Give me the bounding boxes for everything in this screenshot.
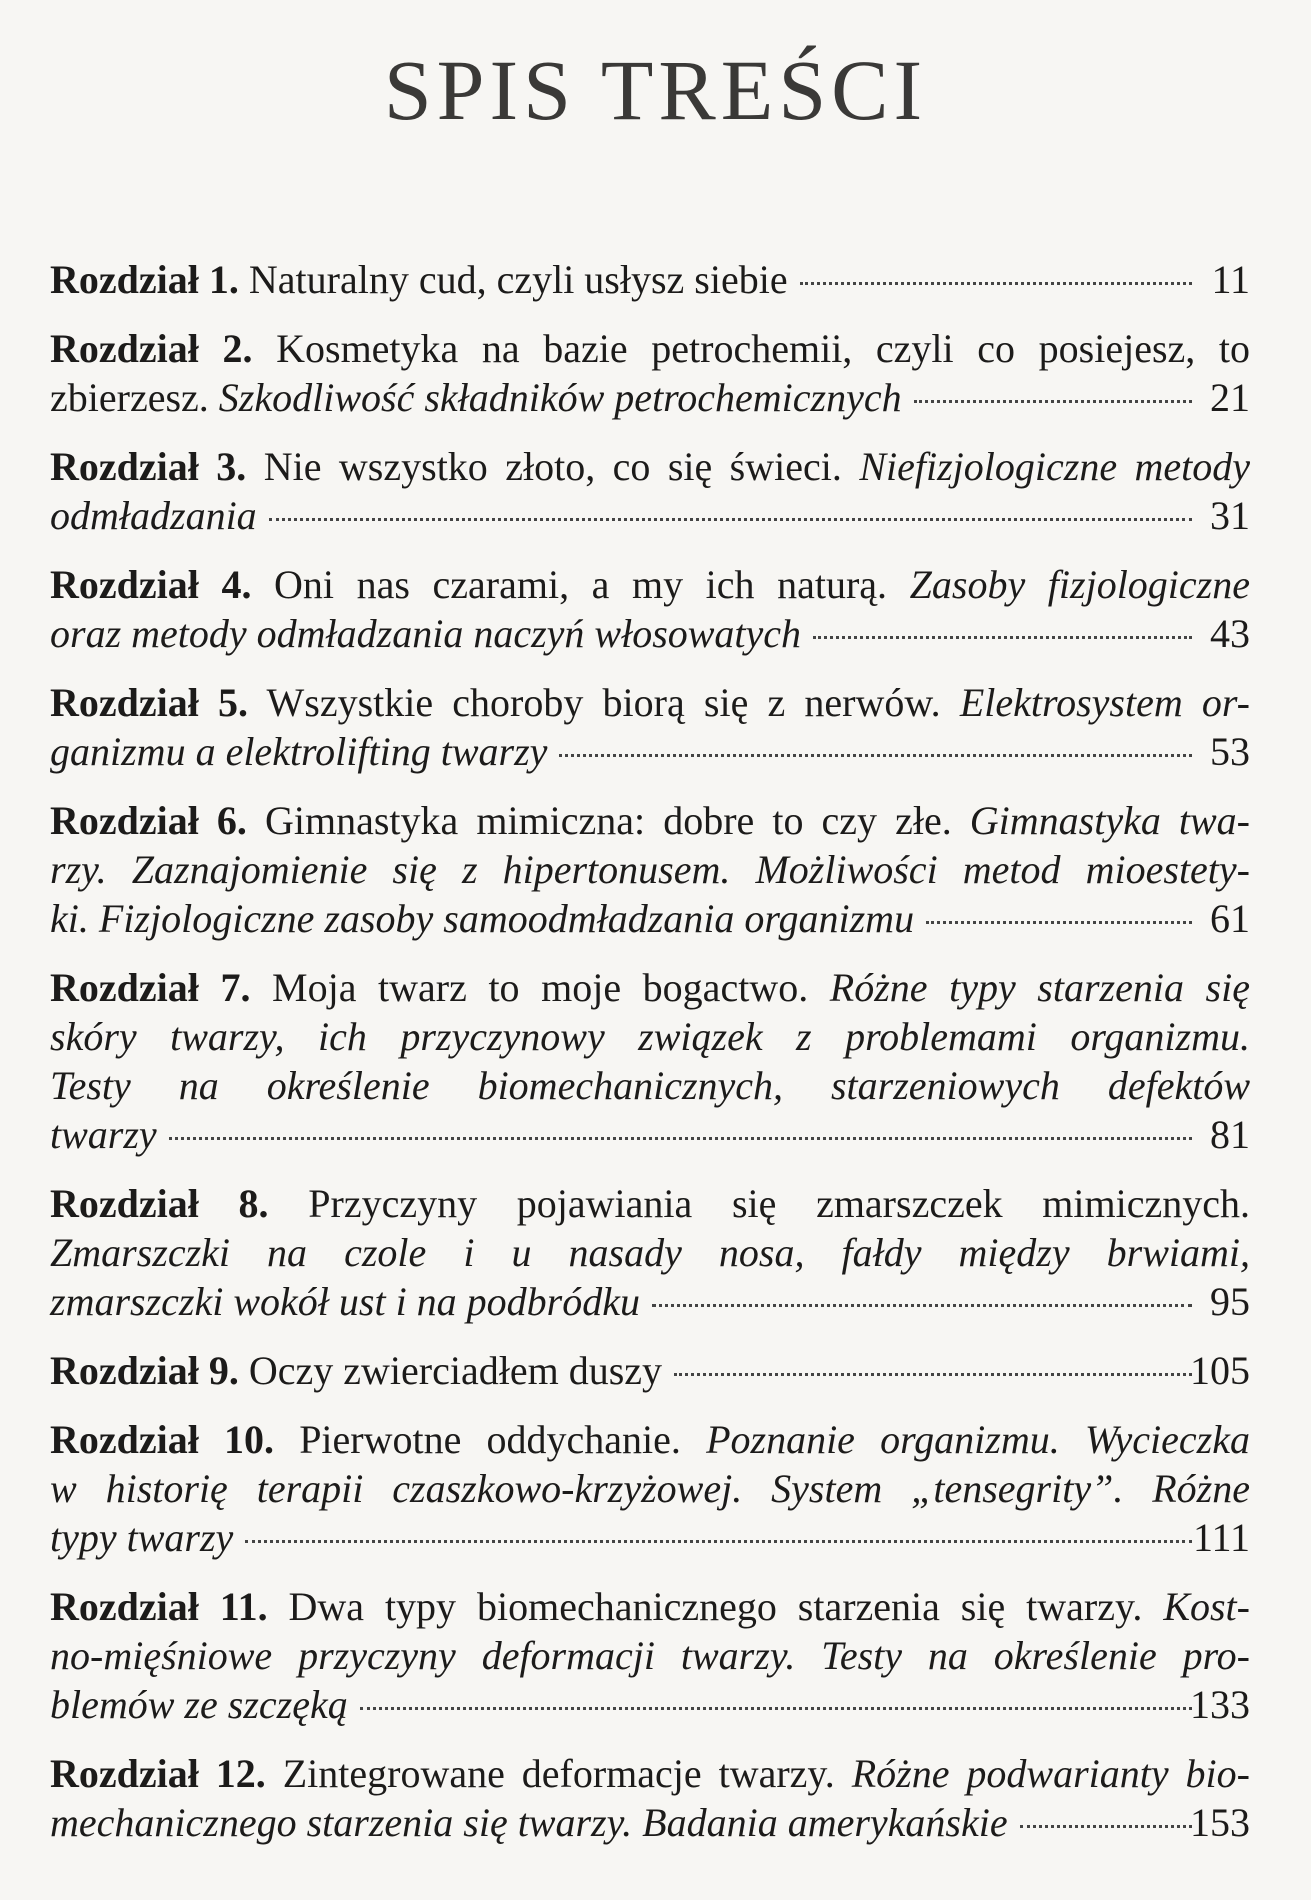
chapter-title: Gimnastyka mimiczna: dobre to czy złe.: [264, 798, 952, 843]
toc-entry-9: [50, 1346, 1250, 1395]
chapter-subtitle: Niefizjologiczne metody: [859, 444, 1251, 489]
dot-leader: [914, 400, 1192, 403]
page-number: 31: [1210, 493, 1250, 538]
chapter-subtitle-cont: zmarszczki wokół ust i na podbródku: [50, 1279, 640, 1324]
chapter-title: Moja twarz to moje bogactwo.: [272, 965, 809, 1010]
toc-entry-5: [50, 678, 1250, 776]
chapter-label: Rozdział 1.: [50, 257, 239, 302]
chapter-label: Rozdział 7.: [50, 965, 251, 1010]
dot-leader: [559, 754, 1192, 757]
toc-entry-6: [50, 796, 1250, 943]
toc-entry-4: [50, 560, 1250, 658]
chapter-subtitle: Różne podwarianty bio-: [851, 1751, 1250, 1796]
chapter-title: Kosmetyka na bazie petrochemii, czyli co posiejesz, to: [276, 326, 1250, 371]
chapter-subtitle-cont: oraz metody odmładzania naczyń włosowatych: [50, 611, 802, 656]
toc-entry-12: [50, 1749, 1250, 1847]
chapter-subtitle: Poznanie organizmu. Wycieczka: [706, 1417, 1250, 1462]
chapter-subtitle-cont: mechanicznego starzenia się twarzy. Badania amerykańskie: [50, 1800, 1008, 1845]
page-number: 105: [1190, 1348, 1250, 1393]
table-of-contents: [50, 255, 1250, 1867]
chapter-title-cont: zbierzesz.: [50, 375, 209, 420]
chapter-subtitle-cont: no-mięśniowe przyczyny deformacji twarzy. Testy na określenie pro-: [50, 1633, 1250, 1678]
page-number: 11: [1211, 257, 1250, 302]
chapter-subtitle-cont: Testy na określenie biomechanicznych, starzeniowych defektów: [50, 1063, 1250, 1108]
chapter-title: Oczy zwierciadłem duszy: [248, 1348, 663, 1393]
page-number: 43: [1210, 611, 1250, 656]
toc-entry-8: [50, 1179, 1250, 1326]
dot-leader: [269, 518, 1192, 521]
page-number: 53: [1210, 729, 1250, 774]
dot-leader: [1020, 1825, 1192, 1828]
chapter-label: Rozdział 10.: [50, 1417, 275, 1462]
chapter-subtitle: Elektrosystem or-: [959, 680, 1250, 725]
page-number: 111: [1192, 1515, 1250, 1560]
chapter-label: Rozdział 9.: [50, 1348, 239, 1393]
toc-entry-10: [50, 1415, 1250, 1562]
chapter-label: Rozdział 12.: [50, 1751, 266, 1796]
chapter-title: Zintegrowane deformacje twarzy.: [282, 1751, 835, 1796]
chapter-subtitle-cont: rzy. Zaznajomienie się z hipertonusem. Możliwości metod mioestety-: [50, 847, 1250, 892]
chapter-title: Wszystkie choroby biorą się z nerwów.: [266, 680, 941, 725]
chapter-title: Dwa typy biomechanicznego starzenia się twarzy.: [288, 1584, 1143, 1629]
page-number: 133: [1190, 1682, 1250, 1727]
chapter-label: Rozdział 6.: [50, 798, 247, 843]
page-number: 153: [1190, 1800, 1250, 1845]
chapter-subtitle: Kost-: [1163, 1584, 1250, 1629]
chapter-subtitle-cont: odmładzania: [50, 493, 257, 538]
page-number: 61: [1210, 896, 1250, 941]
dot-leader: [674, 1373, 1192, 1376]
chapter-label: Rozdział 8.: [50, 1181, 269, 1226]
chapter-subtitle: Zasoby fizjologiczne: [909, 562, 1250, 607]
dot-leader: [800, 282, 1192, 285]
chapter-label: Rozdział 4.: [50, 562, 252, 607]
chapter-label: Rozdział 11.: [50, 1584, 268, 1629]
page-number: 95: [1210, 1279, 1250, 1324]
chapter-label: Rozdział 2.: [50, 326, 253, 371]
chapter-subtitle: Zmarszczki na czole i u nasady nosa, fałdy między brwiami,: [50, 1230, 1250, 1275]
chapter-title: Naturalny cud, czyli usłysz siebie: [248, 257, 788, 302]
toc-entry-1: [50, 255, 1250, 304]
chapter-subtitle: Szkodliwość składników petrochemicznych: [218, 375, 902, 420]
chapter-label: Rozdział 5.: [50, 680, 249, 725]
toc-entry-3: [50, 442, 1250, 540]
chapter-title: Nie wszystko złoto, co się świeci.: [263, 444, 842, 489]
chapter-label: Rozdział 3.: [50, 444, 247, 489]
dot-leader: [652, 1304, 1192, 1307]
page-title: SPIS TREŚCI: [383, 42, 928, 138]
chapter-subtitle-cont: ki. Fizjologiczne zasoby samoodmładzania organizmu: [50, 896, 915, 941]
chapter-subtitle-cont: skóry twarzy, ich przyczynowy związek z problemami organizmu.: [50, 1014, 1250, 1059]
chapter-title: Przyczyny pojawiania się zmarszczek mimicznych.: [308, 1181, 1250, 1226]
dot-leader: [360, 1707, 1192, 1710]
dot-leader: [245, 1540, 1192, 1543]
chapter-subtitle-cont: twarzy: [50, 1112, 157, 1157]
chapter-title: Pierwotne oddychanie.: [299, 1417, 681, 1462]
chapter-subtitle-cont: typy twarzy: [50, 1515, 234, 1560]
toc-entry-11: [50, 1582, 1250, 1729]
chapter-title: Oni nas czarami, a my ich naturą.: [274, 562, 888, 607]
toc-entry-2: [50, 324, 1250, 422]
dot-leader: [926, 921, 1192, 924]
page-number: 21: [1210, 375, 1250, 420]
chapter-subtitle: Różne typy starzenia się: [829, 965, 1250, 1010]
chapter-subtitle-cont: blemów ze szczęką: [50, 1682, 348, 1727]
chapter-subtitle-cont: w historię terapii czaszkowo-krzyżowej. System „tensegrity”. Różne: [50, 1466, 1250, 1511]
page-number: 81: [1210, 1112, 1250, 1157]
chapter-subtitle-cont: ganizmu a elektrolifting twarzy: [50, 729, 548, 774]
dot-leader: [169, 1137, 1192, 1140]
chapter-subtitle: Gimnastyka twa-: [969, 798, 1251, 843]
dot-leader: [813, 636, 1192, 639]
toc-entry-7: [50, 963, 1250, 1159]
